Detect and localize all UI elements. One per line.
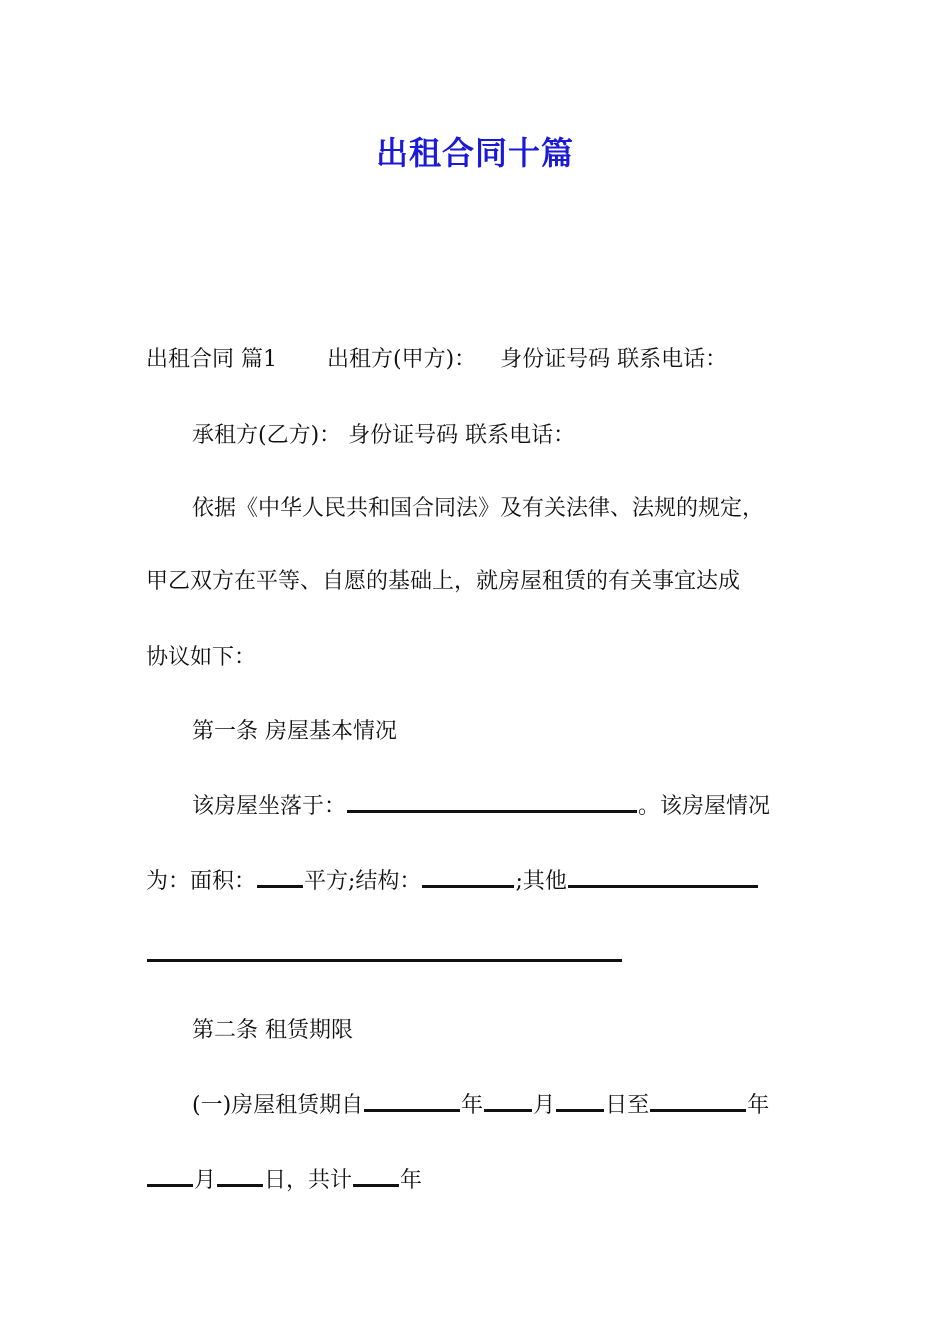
other-label: ;其他 (515, 869, 567, 894)
condition-label: 。该房屋情况 (638, 794, 771, 819)
document-title: 出租合同十篇 (375, 134, 574, 172)
contract-section-label: 出租合同 篇1 (146, 347, 277, 372)
day-to-label: 日至 (605, 1093, 650, 1118)
paragraph-line: 依据《中华人民共和国合同法》及有关法律、法规的规定， (192, 496, 765, 521)
year-label: 年 (400, 1168, 423, 1193)
party-b-line: 承租方(乙方)： 身份证号码 联系电话： (192, 423, 576, 448)
start-year-blank[interactable] (364, 1105, 460, 1112)
total-label: 日，共计 (264, 1168, 353, 1193)
article-heading: 第二条 租赁期限 (192, 1018, 353, 1043)
other-blank[interactable] (568, 881, 758, 888)
other-blank-continuation[interactable] (147, 955, 622, 962)
party-a-line (146, 344, 727, 376)
end-year-blank[interactable] (650, 1105, 746, 1112)
month-label: 月 (533, 1093, 556, 1118)
other-continuation-line (146, 940, 623, 972)
year-label: 年 (461, 1093, 484, 1118)
year-label: 年 (747, 1093, 770, 1118)
start-month-blank[interactable] (484, 1105, 532, 1112)
lease-start-label: (一)房屋租赁期自 (192, 1093, 364, 1118)
paragraph-line: 协议如下： (146, 645, 257, 670)
month-label: 月 (194, 1168, 217, 1193)
lease-term-continuation-line (146, 1165, 422, 1197)
end-month-blank[interactable] (147, 1180, 193, 1187)
start-day-blank[interactable] (556, 1105, 604, 1112)
structure-label: 平方;结构： (304, 869, 422, 894)
article-heading: 第一条 房屋基本情况 (192, 719, 397, 744)
paragraph-line: 甲乙双方在平等、自愿的基础上，就房屋租赁的有关事宜达成 (146, 569, 741, 594)
area-label: 为：面积： (146, 869, 257, 894)
total-years-blank[interactable] (353, 1180, 399, 1187)
location-line (192, 791, 770, 823)
area-blank[interactable] (257, 881, 303, 888)
area-line (146, 866, 759, 898)
lessor-label: 出租方(甲方)： (327, 347, 477, 372)
location-label: 该房屋坐落于： (192, 794, 347, 819)
lessor-id-phone-label: 身份证号码 联系电话： (500, 347, 728, 372)
lease-term-line (192, 1090, 769, 1122)
structure-blank[interactable] (422, 881, 514, 888)
location-blank[interactable] (347, 806, 637, 813)
end-day-blank[interactable] (217, 1180, 263, 1187)
